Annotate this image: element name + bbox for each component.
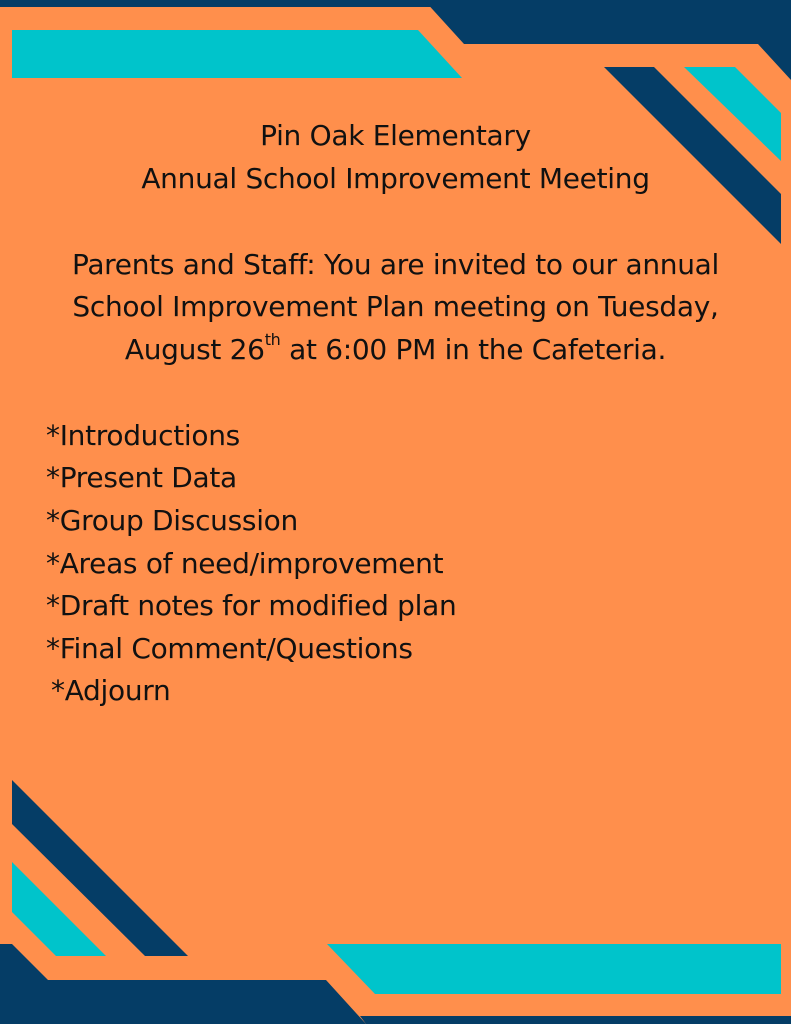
agenda-item-present-data: *Present Data: [46, 461, 237, 494]
agenda-item-adjourn: *Adjourn: [51, 674, 171, 707]
invitation-line-2: School Improvement Plan meeting on Tuesday,: [72, 290, 719, 323]
date-ordinal-suffix: th: [264, 330, 281, 349]
meeting-title: Annual School Improvement Meeting: [141, 162, 650, 195]
invitation-line-1: Parents and Staff: You are invited to our annual: [72, 248, 719, 281]
agenda-item-draft-notes: *Draft notes for modified plan: [46, 589, 457, 622]
school-name: Pin Oak Elementary: [260, 119, 531, 152]
agenda-item-areas-of-need: *Areas of need/improvement: [46, 547, 444, 580]
invitation-line-3: [0, 330, 791, 367]
agenda-item-final-comment: *Final Comment/Questions: [46, 632, 413, 665]
agenda-item-introductions: *Introductions: [46, 419, 240, 452]
agenda-item-group-discussion: *Group Discussion: [46, 504, 298, 537]
meeting-date-prefix: August 26: [124, 333, 265, 366]
meeting-time-location: at 6:00 PM in the Cafeteria.: [280, 333, 667, 366]
